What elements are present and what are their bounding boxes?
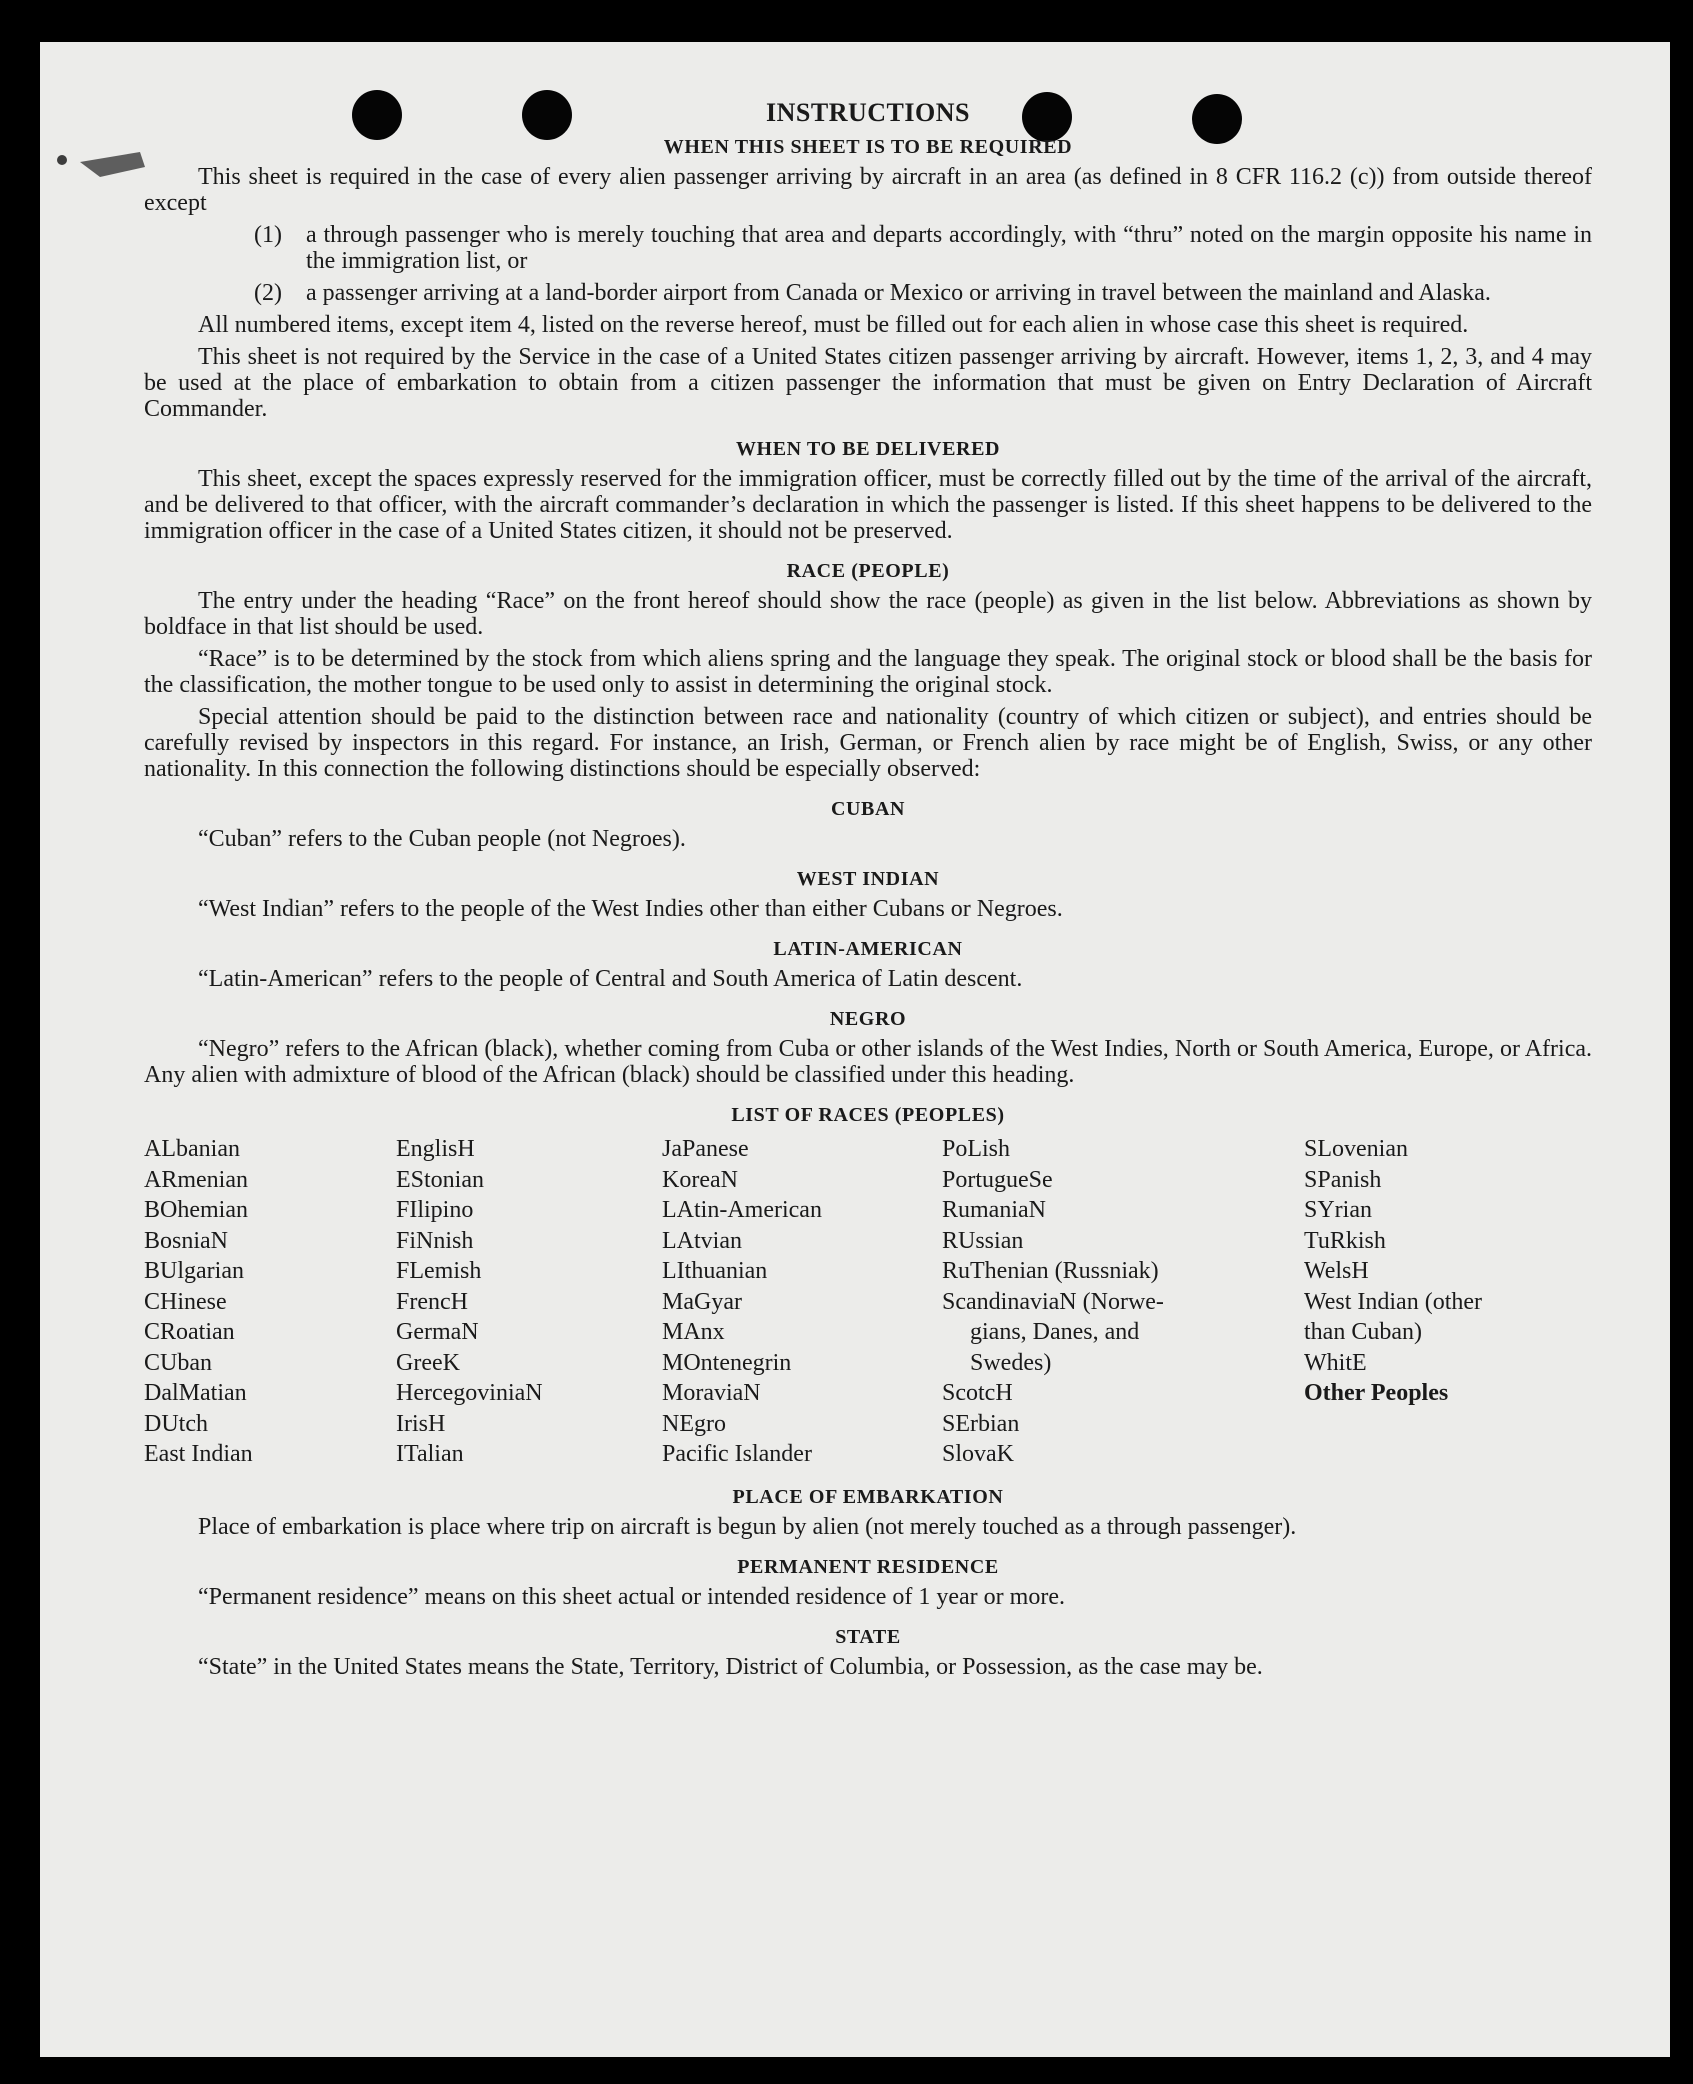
race-entry: ScandinaviaN (Norwe- [942, 1288, 1164, 1315]
required-para3: This sheet is not required by the Service in the case of a United States citizen passenger arriving by aircraft. However, items 1, 2, 3, and 4 may be used at the place of embarkation to obtain from a citizen passenger the information that must be given on Entry Declaration of Aircraft Commander. [144, 344, 1592, 422]
required-intro: This sheet is required in the case of every alien passenger arriving by aircraft in an area (as defined in 8 CFR 116.2 (c)) from outside thereof except [144, 164, 1592, 216]
heading-list-of-races: LIST OF RACES (PEOPLES) [731, 1104, 1005, 1126]
race-entry: LIthuanian [662, 1258, 768, 1284]
exception-item [144, 222, 1592, 274]
race-column-1 [144, 1134, 396, 1470]
race-entry: ARmenian [144, 1166, 248, 1193]
race-entry: CUban [144, 1349, 212, 1376]
race-entry: WhitE [1304, 1349, 1367, 1376]
race-entry: CRoatian [144, 1319, 235, 1345]
race-entry: EStonian [396, 1166, 484, 1193]
race-entry: Pacific Islander [662, 1441, 812, 1467]
item-number: (1) [254, 222, 282, 248]
race-entry: SLovenian [1304, 1136, 1408, 1162]
heading-cuban: CUBAN [830, 798, 906, 820]
race-entry: BosniaN [144, 1227, 228, 1254]
heading-when-delivered: WHEN TO BE DELIVERED [735, 438, 1001, 460]
race-column-3 [662, 1134, 942, 1470]
race-column-4 [942, 1134, 1304, 1470]
race-entry: SPanish [1304, 1166, 1382, 1193]
race-entry: BUlgarian [144, 1258, 244, 1284]
race-entry: FLemish [396, 1258, 482, 1284]
race-entry: PortugueSe [942, 1166, 1053, 1193]
race-entry: ScotcH [942, 1380, 1013, 1406]
race-entry: NEgro [662, 1410, 726, 1437]
race-entry: Other Peoples [1304, 1380, 1449, 1406]
race-entry: DUtch [144, 1410, 208, 1437]
item-text: a passenger arriving at a land-border airport from Canada or Mexico or arriving in travel between the mainland and Alaska. [306, 280, 1491, 306]
west-indian-text: “West Indian” refers to the people of the West Indies other than either Cubans or Negroes. [198, 896, 1063, 922]
race-entry: MaGyar [662, 1288, 742, 1315]
race-entry: GreeK [396, 1349, 460, 1376]
race-entry: WelsH [1304, 1258, 1369, 1284]
heading-state: STATE [835, 1625, 901, 1648]
heading-place-of-embarkation: PLACE OF EMBARKATION [732, 1485, 1004, 1508]
negro-text: “Negro” refers to the African (black), whether coming from Cuba or other islands of the West Indies, North or South America, Europe, or Africa. Any alien with admixture of blood of the African (black) should be classified under this heading. [144, 1036, 1592, 1088]
race-entry: LAtin-American [662, 1197, 822, 1223]
race-entry: PoLish [942, 1136, 1011, 1162]
race-entry: TuRkish [1304, 1227, 1386, 1254]
cuban-text: “Cuban” refers to the Cuban people (not Negroes). [198, 826, 686, 852]
race-entry: RumaniaN [942, 1197, 1046, 1223]
race-entry: West Indian (other [1304, 1288, 1483, 1315]
race-entry: Swedes) [970, 1349, 1052, 1376]
heading-when-required: WHEN THIS SHEET IS TO BE REQUIRED [663, 136, 1073, 158]
race-para1: The entry under the heading “Race” on the front hereof should show the race (people) as given in the list below. Abbreviations as shown by boldface in that list should be used. [144, 588, 1592, 640]
race-entry: MAnx [662, 1319, 725, 1345]
heading-west-indian: WEST INDIAN [796, 868, 940, 890]
race-entry: SYrian [1304, 1197, 1372, 1223]
race-entry: GermaN [396, 1319, 479, 1345]
delivered-text: This sheet, except the spaces expressly reserved for the immigration officer, must be correctly filled out by the time of the arrival of the aircraft, and be delivered to that officer, with the aircraft commander’s declaration in which the passenger is listed. If this sheet happens to be delivered to the immigration officer in the case of a United States citizen, it should not be preserved. [144, 466, 1592, 544]
race-para3: Special attention should be paid to the distinction between race and nationality (country of which citizen or subject), and entries should be carefully revised by inspectors in this regard. For instance, an Irish, German, or French alien by race might be of English, Swiss, or any other nationality. In this connection the following distinctions should be especially observed: [144, 704, 1592, 782]
race-entry: MOntenegrin [662, 1349, 792, 1376]
heading-negro: NEGRO [829, 1008, 907, 1030]
race-entry: CHinese [144, 1288, 227, 1315]
race-entry: than Cuban) [1304, 1319, 1422, 1345]
race-entry: gians, Danes, and [970, 1319, 1140, 1345]
race-list [144, 1134, 1592, 1470]
race-entry: ITalian [396, 1441, 464, 1467]
heading-race: RACE (PEOPLE) [786, 560, 950, 582]
state-text: “State” in the United States means the State, Territory, District of Columbia, or Possession, as the case may be. [198, 1653, 1263, 1680]
exception-item [144, 280, 1592, 306]
race-entry: EnglisH [396, 1136, 475, 1162]
ink-blot-icon [40, 42, 160, 262]
race-entry: BOhemian [144, 1197, 248, 1223]
page-title: INSTRUCTIONS [766, 98, 970, 127]
embarkation-text: Place of embarkation is place where trip on aircraft is begun by alien (not merely touched as a through passenger). [198, 1513, 1297, 1540]
instructions-content [144, 100, 1592, 1686]
race-entry: LAtvian [662, 1227, 742, 1254]
race-entry: East Indian [144, 1441, 253, 1467]
race-entry: FrencH [396, 1288, 468, 1315]
race-column-2 [396, 1134, 662, 1470]
race-column-5 [1304, 1134, 1592, 1470]
race-entry: SErbian [942, 1410, 1020, 1437]
item-text: a through passenger who is merely touching that area and departs accordingly, with “thru” noted on the margin opposite his name in the immigration list, or [306, 222, 1592, 274]
item-number: (2) [254, 280, 282, 306]
race-entry: FiNnish [396, 1227, 474, 1254]
race-entry: ALbanian [144, 1136, 240, 1162]
heading-permanent-residence: PERMANENT RESIDENCE [737, 1555, 999, 1578]
race-entry: SlovaK [942, 1441, 1014, 1467]
race-entry: MoraviaN [662, 1380, 761, 1406]
race-entry: DalMatian [144, 1380, 247, 1406]
race-entry: RuThenian (Russniak) [942, 1258, 1159, 1284]
race-entry: KoreaN [662, 1166, 738, 1193]
heading-latin-american: LATIN-AMERICAN [773, 938, 963, 960]
latin-american-text: “Latin-American” refers to the people of Central and South America of Latin descent. [198, 966, 1023, 992]
race-entry: FIlipino [396, 1197, 474, 1223]
race-para2: “Race” is to be determined by the stock from which aliens spring and the language they speak. The original stock or blood shall be the basis for the classification, the mother tongue to be used only to assist in determining the original stock. [144, 646, 1592, 698]
race-entry: RUssian [942, 1227, 1024, 1254]
race-entry: IrisH [396, 1410, 446, 1437]
residence-text: “Permanent residence” means on this sheet actual or intended residence of 1 year or more. [198, 1583, 1065, 1610]
required-para2: All numbered items, except item 4, listed on the reverse hereof, must be filled out for each alien in whose case this sheet is required. [198, 312, 1469, 338]
race-entry: JaPanese [662, 1136, 749, 1162]
race-entry: HercegoviniaN [396, 1380, 543, 1406]
document-sheet [40, 42, 1670, 2057]
